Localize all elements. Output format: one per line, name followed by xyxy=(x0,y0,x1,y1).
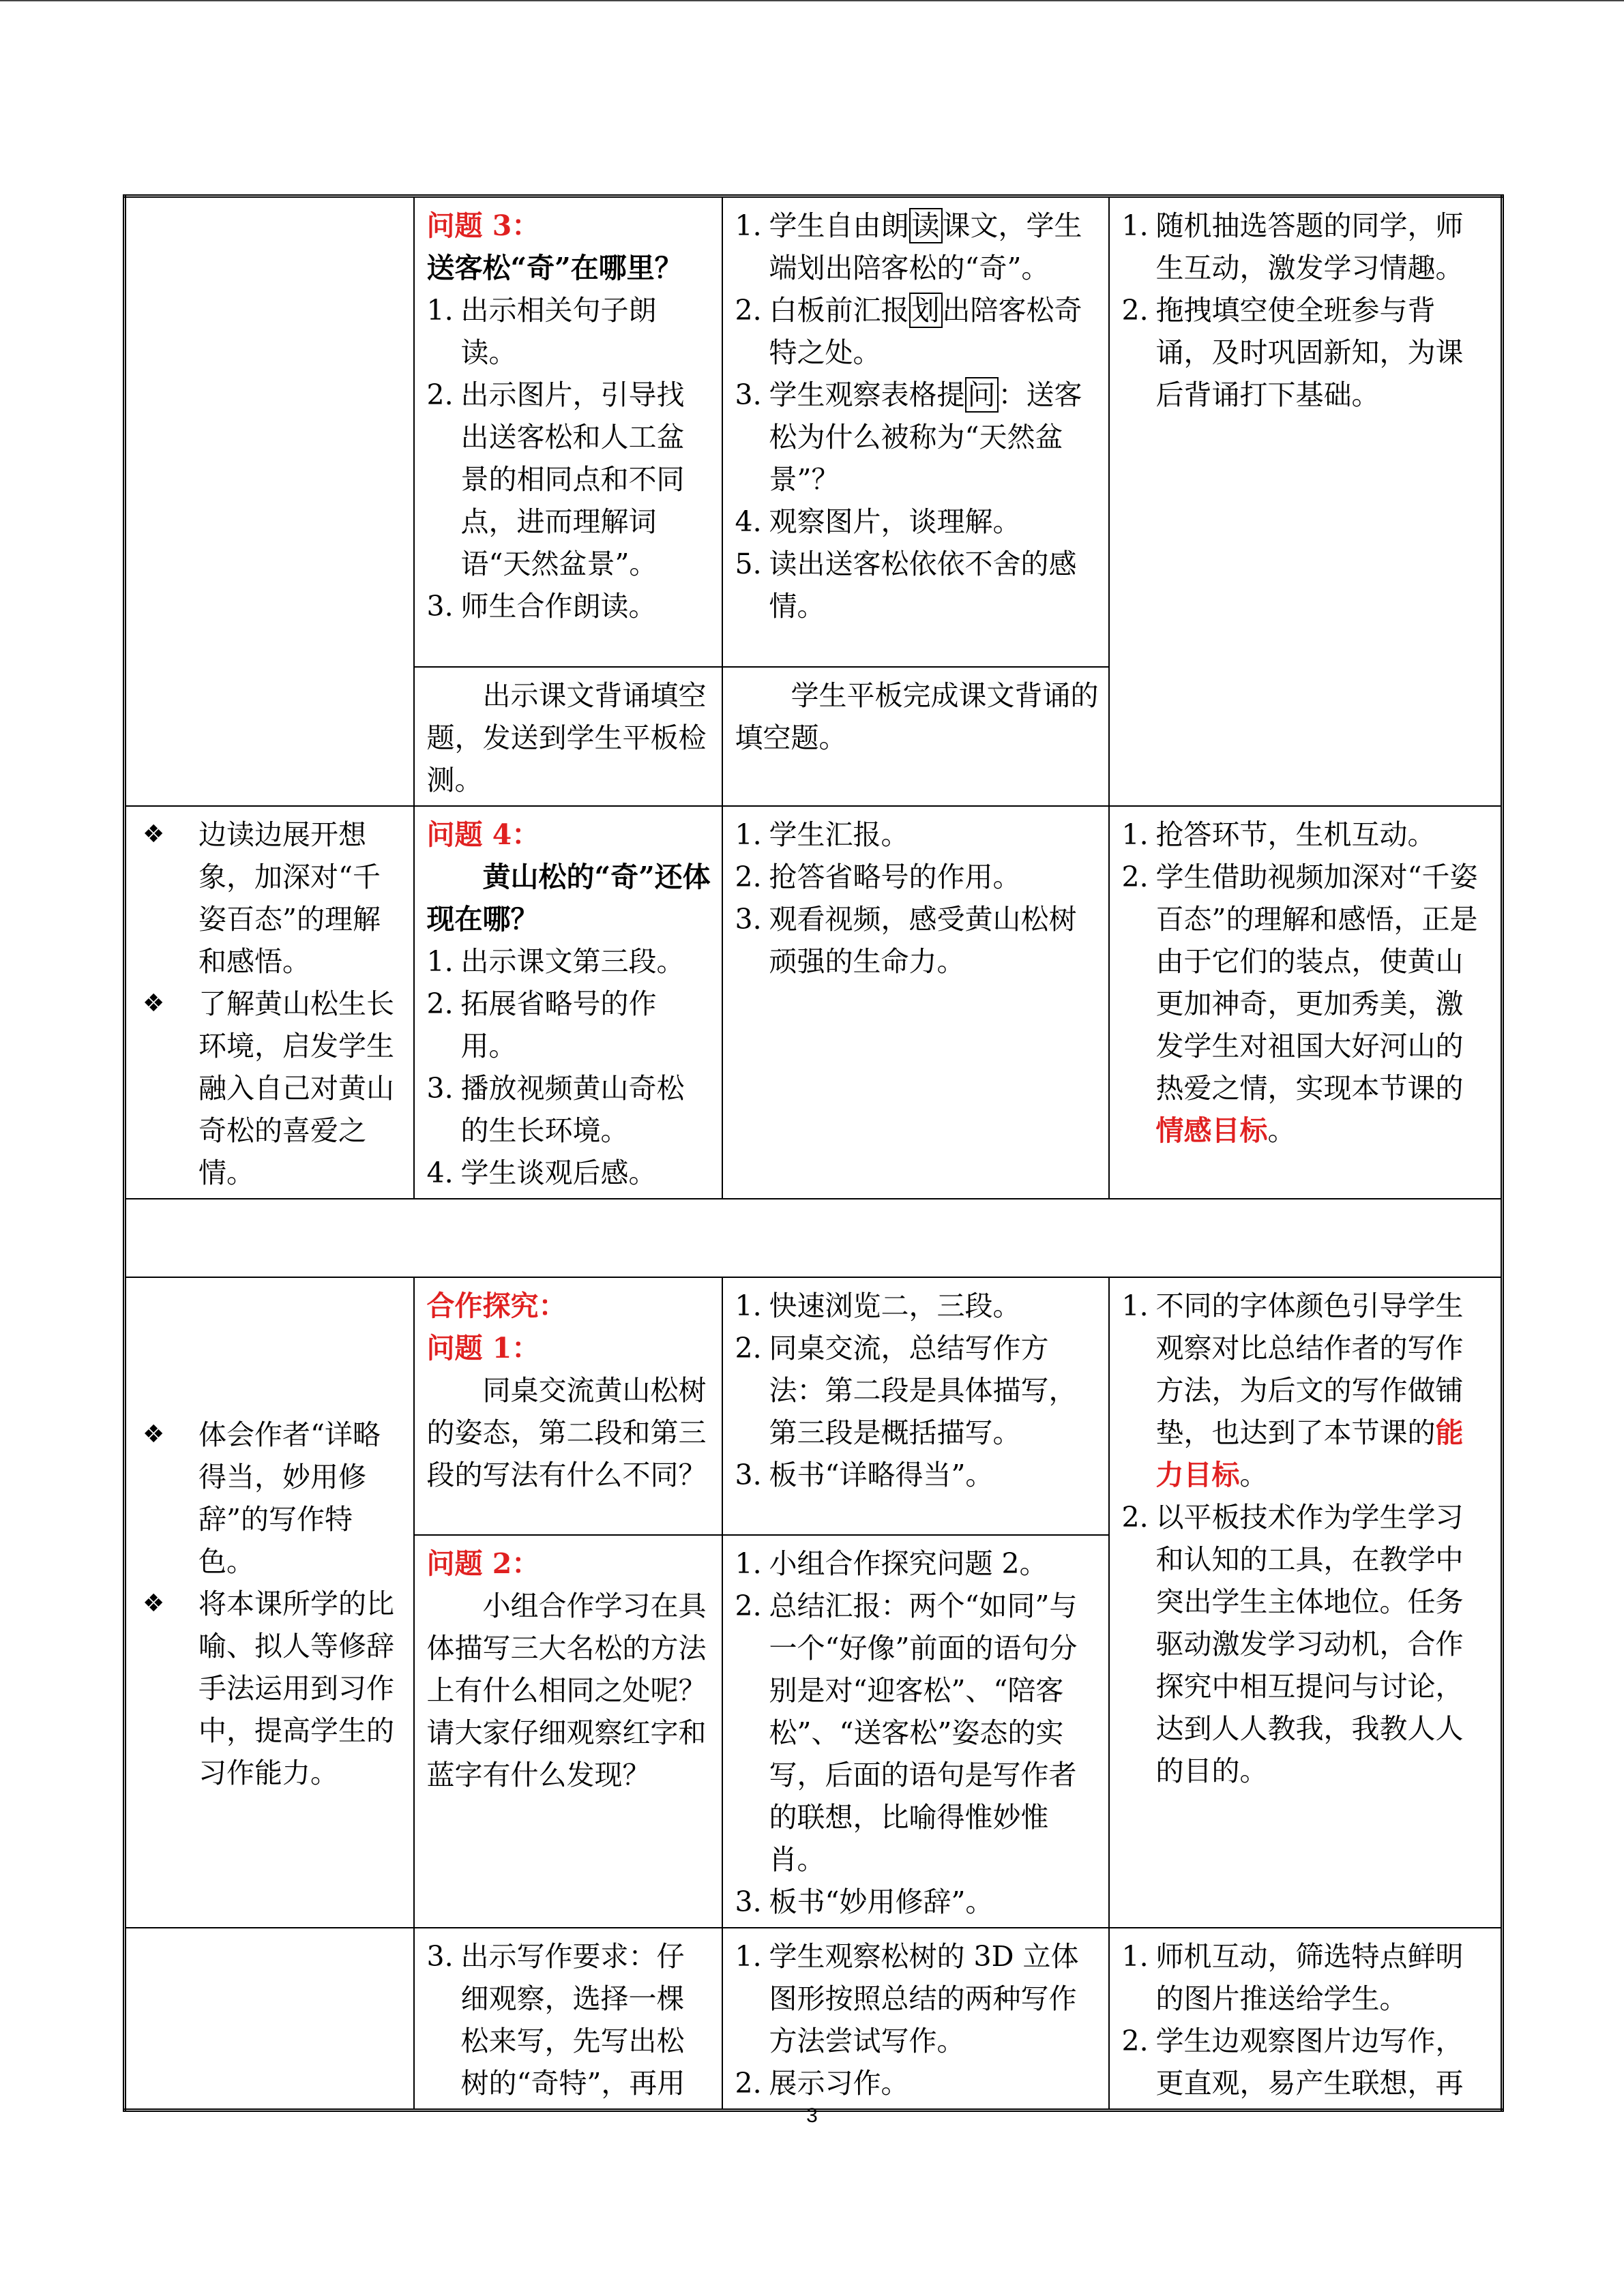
coop-title: 合作探究： xyxy=(426,1289,567,1322)
student-activity-cell xyxy=(722,1535,1109,1928)
goals-cell xyxy=(125,1277,414,1928)
list-item: 2. 展示习作。 xyxy=(735,2066,909,2100)
question-text: 黄山松的“奇”还体现在哪？ xyxy=(426,860,711,936)
design-intent-cell xyxy=(1109,196,1503,806)
student-steps xyxy=(735,814,1099,983)
list-item: 2. 总结汇报：两个“如同”与一个“好像”前面的语句分别是对“迎客松”、“陪客松”、“送客松”姿态的实写，后面的语句是写作者的联想，比喻得惟妙惟肖。 xyxy=(735,1589,1078,1876)
intent-list xyxy=(1122,1935,1492,2104)
list-item: 3. 师生合作朗读。 xyxy=(426,590,657,623)
design-intent-cell xyxy=(1109,1277,1503,1928)
goals-list xyxy=(138,1414,404,1794)
teacher-activity-cell xyxy=(414,196,722,667)
design-intent-cell xyxy=(1109,1928,1503,2111)
list-item: 1. 出示相关句子朗读。 xyxy=(426,294,657,369)
table-row xyxy=(125,196,1503,667)
student-steps xyxy=(735,1285,1099,1496)
list-item: 3. 学生观察表格提问：送客松为什么被称为“天然盆景”？ xyxy=(735,378,1082,496)
list-item: 3. 板书“详略得当”。 xyxy=(735,1458,994,1491)
student-activity-cell xyxy=(722,1928,1109,2111)
list-item: 2. 拖拽填空使全班参与背诵，及时巩固新知，为课后背诵打下基础。 xyxy=(1121,294,1464,411)
list-item: 1. 小组合作探究问题 2。 xyxy=(735,1547,1048,1580)
diamond-bullet-icon: ❖ xyxy=(143,820,165,848)
list-item: 3. 观看视频，感受黄山松树顽强的生命力。 xyxy=(735,902,1077,978)
teacher-activity-cell xyxy=(414,667,722,806)
table-row xyxy=(125,1277,1503,1535)
student-activity-cell xyxy=(722,196,1109,667)
design-intent-cell xyxy=(1109,806,1503,1199)
list-item: 1. 学生汇报。 xyxy=(735,818,909,851)
list-item: 1. 学生观察松树的 3D 立体图形按照总结的两种写作方法尝试写作。 xyxy=(735,1939,1079,2057)
student-activity-cell xyxy=(722,806,1109,1199)
boxed-char: 划 xyxy=(909,293,943,328)
student-activity-cell xyxy=(722,1277,1109,1535)
list-item: 2. 以平板技术作为学生学习和认知的工具，在教学中突出学生主体地位。任务驱动激发学习动机，合作探究中相互提问与讨论，达到人人教我，我教人人的目的。 xyxy=(1121,1500,1464,1787)
table-row xyxy=(125,1928,1503,2111)
teacher-steps xyxy=(427,940,712,1194)
question-text: 小组合作学习在具体描写三大名松的方法上有什么相同之处呢？请大家仔细观察红字和蓝字有什么发现？ xyxy=(426,1589,707,1791)
list-item: 5. 读出送客松依依不舍的感情。 xyxy=(735,548,1077,623)
list-item: ❖ 体会作者“详略得当，妙用修辞”的写作特色。 xyxy=(138,1414,404,1583)
goals-cell xyxy=(125,806,414,1199)
list-item: 1. 师机互动，筛选特点鲜明的图片推送给学生。 xyxy=(1121,1939,1464,2015)
page-number: 3 xyxy=(806,2104,818,2127)
diamond-bullet-icon: ❖ xyxy=(143,1420,165,1448)
list-item: 3. 板书“妙用修辞”。 xyxy=(735,1885,994,1918)
question-title: 问题 4： xyxy=(426,818,540,851)
student-activity-cell xyxy=(722,667,1109,806)
list-item: 1. 学生自由朗读课文，学生端划出陪客松的“奇”。 xyxy=(735,209,1082,284)
list-item: ❖ 将本课所学的比喻、拟人等修辞手法运用到习作中，提高学生的习作能力。 xyxy=(138,1583,404,1794)
student-steps xyxy=(735,205,1099,627)
list-item: 2. 拓展省略号的作用。 xyxy=(426,987,657,1062)
question-title: 问题 3： xyxy=(426,209,540,242)
question-title: 问题 2： xyxy=(426,1547,540,1580)
list-item: 1. 出示课文第三段。 xyxy=(426,944,685,978)
student-steps xyxy=(735,1542,1099,1923)
list-item: 1. 抢答环节，生机互动。 xyxy=(1121,818,1436,851)
teacher-activity-cell xyxy=(414,806,722,1199)
list-item: 1. 不同的字体颜色引导学生观察对比总结作者的写作方法，为后文的写作做铺垫，也达到了本节课的能力目标。 xyxy=(1121,1289,1464,1491)
list-item: ❖ 了解黄山松生长环境，启发学生融入自己对黄山奇松的喜爱之情。 xyxy=(138,983,404,1194)
diamond-bullet-icon: ❖ xyxy=(143,989,165,1017)
question-text: 送客松“奇”在哪里？ xyxy=(426,252,683,284)
list-item: 2. 学生边观察图片边写作，更直观，易产生联想，再 xyxy=(1121,2024,1464,2100)
teacher-activity-cell xyxy=(414,1928,722,2111)
list-item: 1. 快速浏览二，三段。 xyxy=(735,1289,1021,1322)
diamond-bullet-icon: ❖ xyxy=(143,1589,165,1617)
teacher-steps xyxy=(427,289,712,627)
list-item: 2. 白板前汇报划出陪客松奇特之处。 xyxy=(735,294,1082,369)
boxed-char: 问 xyxy=(965,377,999,413)
student-steps xyxy=(735,1935,1099,2104)
list-item: 4. 学生谈观后感。 xyxy=(426,1156,657,1189)
list-item: 2. 同桌交流，总结写作方法：第二段是具体描写，第三段是概括描写。 xyxy=(735,1331,1077,1449)
list-item: 2. 抢答省略号的作用。 xyxy=(735,860,1021,893)
emotion-goal-highlight: 情感目标 xyxy=(1155,1114,1268,1147)
section-heading xyxy=(125,1199,1503,1277)
list-item: 3. 播放视频黄山奇松的生长环境。 xyxy=(426,1071,685,1147)
goals-list xyxy=(138,814,404,1194)
teacher-activity-cell xyxy=(414,1535,722,1928)
top-border-line xyxy=(0,0,1624,1)
lesson-plan-table xyxy=(123,194,1504,2112)
goals-cell-empty xyxy=(125,1928,414,2111)
student-subtext: 学生平板完成课文背诵的填空题。 xyxy=(735,679,1099,754)
goals-cell-empty xyxy=(125,196,414,806)
list-item: 2. 学生借助视频加深对“千姿百态”的理解和感悟，正是由于它们的装点，使黄山更加神奇，更加秀美，激发学生对祖国大好河山的热爱之情，实现本节课的情感目标。 xyxy=(1121,860,1478,1147)
teacher-steps xyxy=(427,1935,712,2104)
teacher-activity-cell xyxy=(414,1277,722,1535)
ability-goal-highlight: 能力目标 xyxy=(1155,1416,1464,1491)
list-item: 2. 出示图片，引导找出送客松和人工盆景的相同点和不同点，进而理解词语“天然盆景”。 xyxy=(426,378,685,580)
boxed-char: 读 xyxy=(909,208,943,243)
intent-list xyxy=(1122,1285,1492,1792)
question-title: 问题 1： xyxy=(426,1331,540,1365)
table-row xyxy=(125,806,1503,1199)
table-row xyxy=(125,1199,1503,1277)
list-item: 4. 观察图片，谈理解。 xyxy=(735,505,1021,538)
list-item: 1. 随机抽选答题的同学，师生互动，激发学习情趣。 xyxy=(1121,209,1464,284)
intent-list xyxy=(1122,205,1492,416)
question-text: 同桌交流黄山松树的姿态，第二段和第三段的写法有什么不同？ xyxy=(426,1373,707,1491)
teacher-subtext: 出示课文背诵填空题，发送到学生平板检测。 xyxy=(426,679,707,796)
list-item: ❖ 边读边展开想象，加深对“千姿百态”的理解和感悟。 xyxy=(138,814,404,983)
list-item: 3. 出示写作要求：仔细观察，选择一棵松来写，先写出松树的“奇特”，再用 xyxy=(426,1939,685,2100)
intent-list xyxy=(1122,814,1492,1152)
